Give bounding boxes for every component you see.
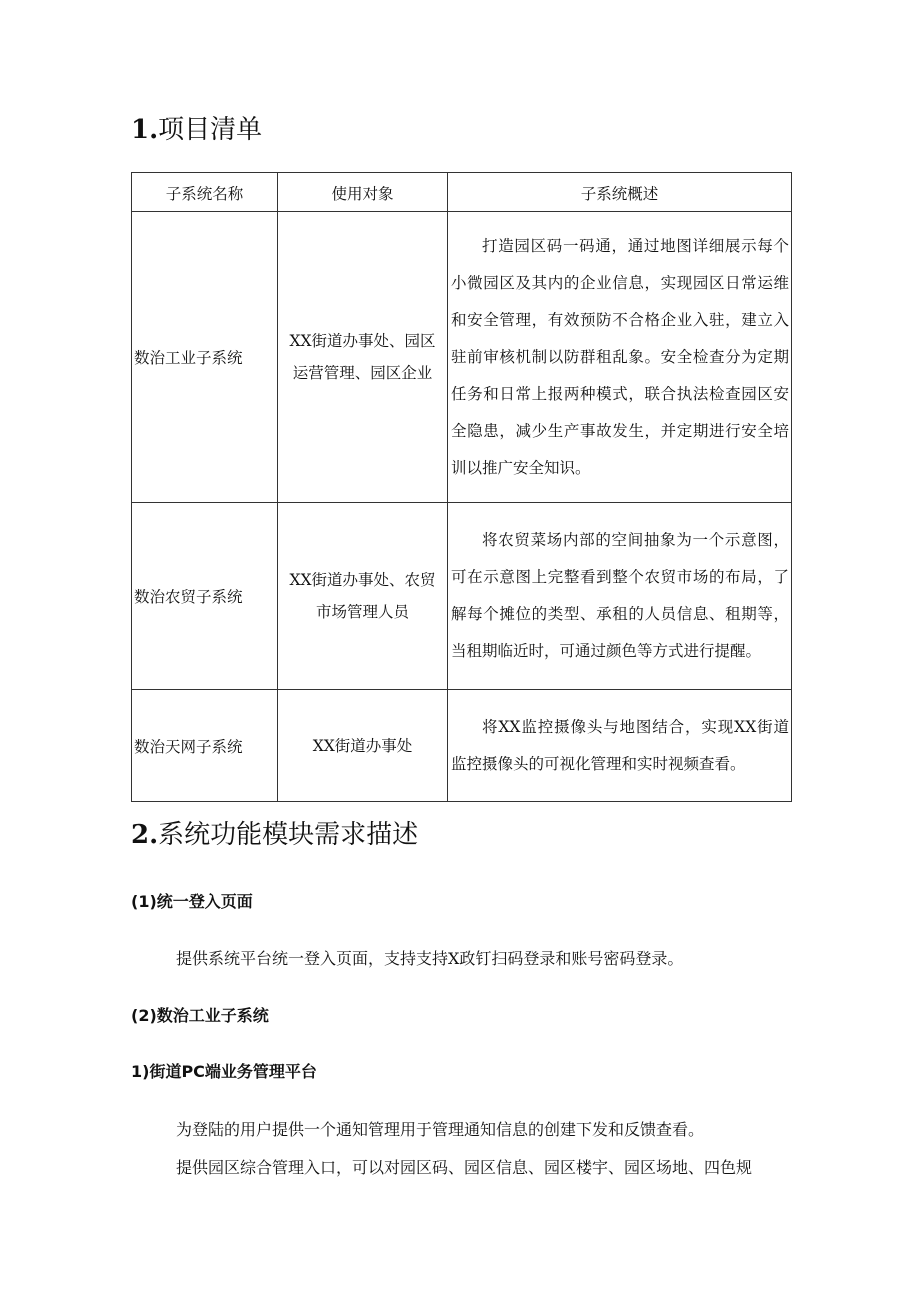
users-line: XX街道办事处、园区 bbox=[289, 332, 436, 350]
header-users: 使用对象 bbox=[278, 173, 448, 212]
cell-overview bbox=[448, 212, 792, 503]
table-row bbox=[132, 212, 792, 503]
section-number: 1. bbox=[131, 115, 159, 145]
overview-text: 将XX监控摄像头与地图结合，实现XX街道监控摄像头的可视化管理和实时视频查看。 bbox=[451, 717, 789, 773]
section-heading-project-list bbox=[131, 113, 262, 147]
users-line: 市场管理人员 bbox=[315, 603, 409, 621]
users-line: XX街道办事处 bbox=[312, 736, 413, 755]
paragraph-login: 提供系统平台统一登入页面，支持支持X政钉扫码登录和账号密码登录。 bbox=[176, 949, 684, 968]
section-heading-requirements bbox=[131, 818, 418, 852]
section-number: 2. bbox=[131, 820, 159, 850]
overview-text: 将农贸菜场内部的空间抽象为一个示意图，可在示意图上完整看到整个农贸市场的布局，了解每个摊位的类型、承租的人员信息、租期等，当租期临近时，可通过颜色等方式进行提醒。 bbox=[451, 531, 789, 660]
paragraph-park-management: 提供园区综合管理入口，可以对园区码、园区信息、园区楼宇、园区场地、四色规 bbox=[176, 1158, 753, 1177]
project-list-table bbox=[131, 172, 792, 802]
subheading-unified-login: (1)统一登入页面 bbox=[131, 892, 253, 911]
users-line: XX街道办事处、农贸 bbox=[289, 571, 436, 589]
header-overview: 子系统概述 bbox=[448, 173, 792, 212]
table-row bbox=[132, 690, 792, 802]
section-title: 系统功能模块需求描述 bbox=[158, 820, 419, 850]
cell-subsystem-name: 数治天网子系统 bbox=[132, 690, 278, 802]
subheading-pc-platform: 1)街道PC端业务管理平台 bbox=[131, 1062, 317, 1081]
paragraph-notification: 为登陆的用户提供一个通知管理用于管理通知信息的创建下发和反馈查看。 bbox=[176, 1120, 705, 1139]
overview-text: 打造园区码一码通，通过地图详细展示每个小微园区及其内的企业信息，实现园区日常运维和安全管理，有效预防不合格企业入驻，建立入驻前审核机制以防群租乱象。安全检查分为定期任务和日常上报两种模式，联合执法检查园区安全隐患，减少生产事故发生，并定期进行安全培训以推广安全知识。 bbox=[451, 236, 789, 477]
cell-users bbox=[278, 212, 448, 503]
cell-subsystem-name: 数治工业子系统 bbox=[132, 212, 278, 503]
section-title: 项目清单 bbox=[158, 115, 263, 145]
subheading-industry-subsystem: (2)数治工业子系统 bbox=[131, 1006, 269, 1025]
cell-subsystem-name: 数治农贸子系统 bbox=[132, 503, 278, 690]
table-header-row bbox=[132, 173, 792, 212]
cell-overview bbox=[448, 503, 792, 690]
table-row bbox=[132, 503, 792, 690]
header-subsystem-name: 子系统名称 bbox=[132, 173, 278, 212]
cell-overview bbox=[448, 690, 792, 802]
cell-users bbox=[278, 690, 448, 802]
users-line: 运营管理、园区企业 bbox=[292, 364, 433, 382]
cell-users bbox=[278, 503, 448, 690]
